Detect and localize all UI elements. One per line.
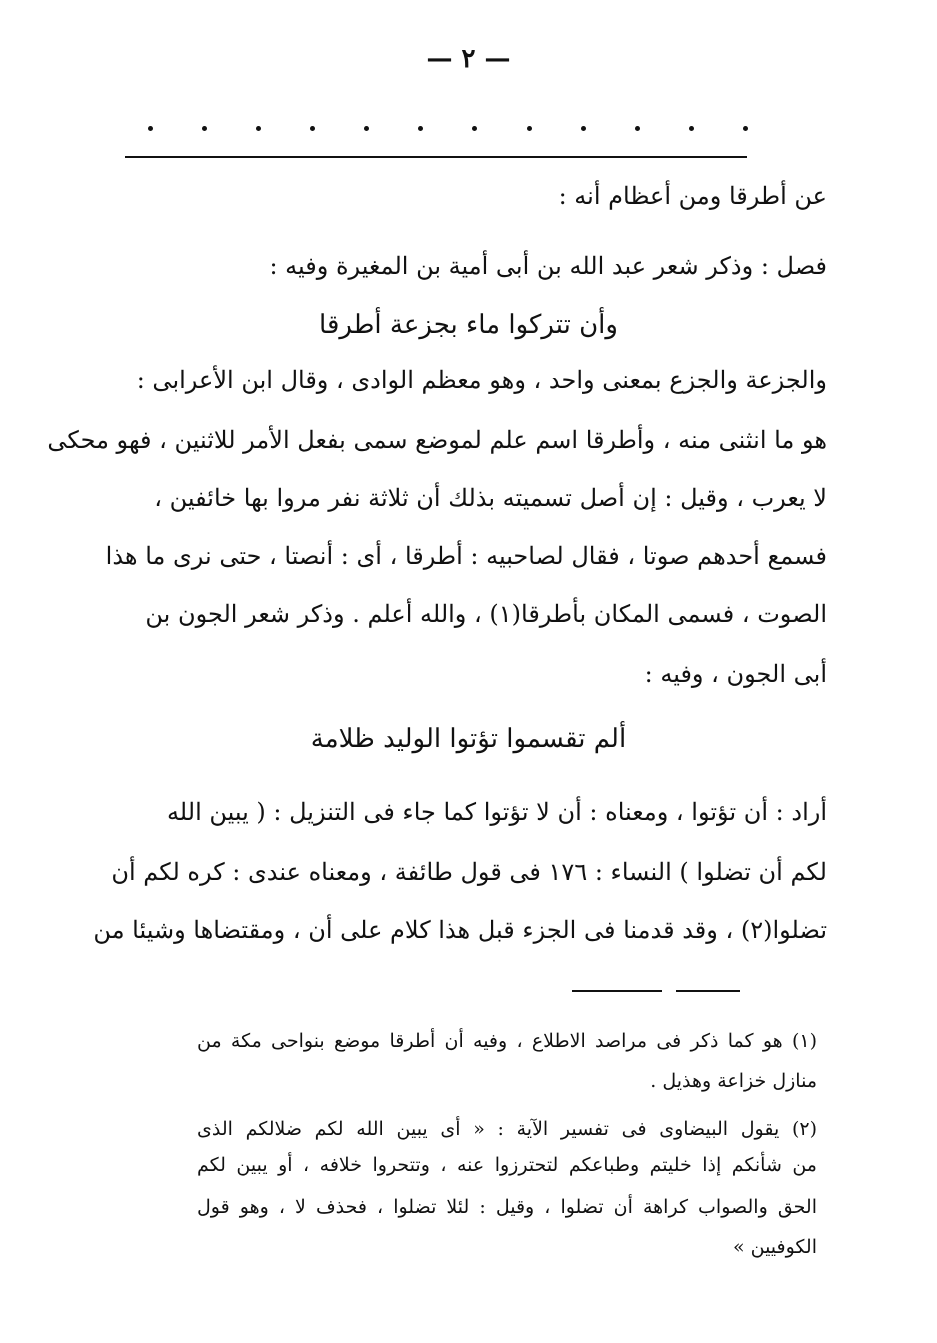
footnote-2-line: الكوفيين » bbox=[732, 1236, 817, 1258]
dot bbox=[689, 126, 694, 131]
dot bbox=[581, 126, 586, 131]
body-line: هو ما انثنى منه ، وأطرقا اسم علم لموضع سمى بفعل الأمر للاثنين ، فهو محكى bbox=[47, 426, 827, 454]
dot bbox=[148, 126, 153, 131]
dot bbox=[418, 126, 423, 131]
body-line: تضلوا(٢) ، وقد قدمنا فى الجزء قبل هذا كلام على أن ، ومقتضاها وشيئا من bbox=[93, 916, 827, 944]
footnote-2-line: (٢) يقول البيضاوى فى تفسير الآية : « أى يبين الله لكم ضلالكم الذى bbox=[197, 1118, 817, 1140]
verse-line: ألم تقسموا تؤتوا الوليد ظلامة bbox=[310, 724, 627, 754]
header-rule bbox=[125, 156, 747, 158]
page-number: — ٢ — bbox=[426, 44, 511, 74]
footnote-2-line: الحق والصواب كراهة أن تضلوا ، وقيل : لئلا تضلوا ، فحذف لا ، وهو قول bbox=[197, 1196, 817, 1218]
verse-line: وأن تتركوا ماء بجزعة أطرقا bbox=[319, 310, 618, 340]
body-line: لكم أن تضلوا ) النساء : ١٧٦ فى قول طائفة ، ومعناه عندى : كره لكم أن bbox=[111, 858, 827, 886]
body-line: أبى الجون ، وفيه : bbox=[644, 660, 827, 688]
footnote-2-line: من شأنكم إذا خليتم وطباعكم لتحترزوا عنه ، وتتحروا خلافه ، أو يبين لكم bbox=[197, 1154, 817, 1176]
dot bbox=[743, 126, 748, 131]
dot bbox=[256, 126, 261, 131]
body-line: فسمع أحدهم صوتا ، فقال لصاحبيه : أطرقا ، أى : أنصتا ، حتى نرى ما هذا bbox=[105, 542, 827, 570]
dot bbox=[202, 126, 207, 131]
body-line: عن أطرقا ومن أعظام أنه : bbox=[558, 182, 827, 210]
dot bbox=[364, 126, 369, 131]
footnote-rule-right bbox=[676, 990, 740, 992]
ornamental-dots bbox=[148, 118, 748, 138]
body-line: لا يعرب ، وقيل : إن أصل تسميته بذلك أن ثلاثة نفر مروا بها خائفين ، bbox=[154, 484, 827, 512]
footnote-1-line: (١) هو كما ذكر فى مراصد الاطلاع ، وفيه أن أطرقا موضع بنواحى مكة من bbox=[197, 1030, 817, 1052]
footnote-rule-left bbox=[572, 990, 662, 992]
dot bbox=[635, 126, 640, 131]
body-line: أراد : أن تؤتوا ، ومعناه : أن لا تؤتوا كما جاء فى التنزيل : ( يبين الله bbox=[166, 798, 827, 826]
body-line: الصوت ، فسمى المكان بأطرقا(١) ، والله أعلم . وذكر شعر الجون بن bbox=[145, 600, 827, 628]
footnote-1-line: منازل خزاعة وهذيل . bbox=[650, 1070, 817, 1092]
body-line: فصل : وذكر شعر عبد الله بن أبى أمية بن المغيرة وفيه : bbox=[269, 252, 827, 280]
body-line: والجزعة والجزع بمعنى واحد ، وهو معظم الوادى ، وقال ابن الأعرابى : bbox=[136, 366, 827, 394]
dot bbox=[527, 126, 532, 131]
dot bbox=[472, 126, 477, 131]
dot bbox=[310, 126, 315, 131]
